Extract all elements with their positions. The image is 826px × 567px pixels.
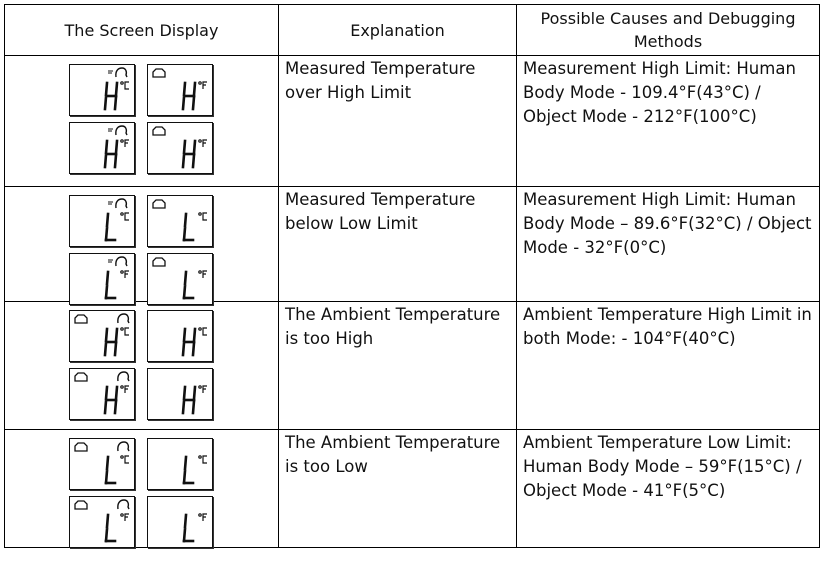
fahrenheit-unit-icon <box>199 514 207 521</box>
fahrenheit-unit-icon <box>199 271 207 278</box>
object-icon <box>75 373 87 381</box>
lcd-display <box>147 195 213 247</box>
object-icon <box>153 200 165 208</box>
segment-l-glyph <box>184 214 193 240</box>
table-row <box>5 430 820 548</box>
fahrenheit-unit-icon <box>121 140 129 147</box>
fahrenheit-unit-icon <box>121 271 129 278</box>
object-icon <box>75 501 87 509</box>
object-icon <box>75 443 87 451</box>
table-row <box>5 302 820 430</box>
fahrenheit-unit-icon <box>121 386 129 393</box>
celsius-unit-icon <box>121 213 129 220</box>
fahrenheit-unit-icon <box>199 386 207 393</box>
human-head-icon <box>116 68 127 77</box>
celsius-unit-icon <box>199 456 207 463</box>
lcd-display <box>69 253 135 305</box>
header-screen-display: The Screen Display <box>5 5 279 56</box>
lcd-display <box>147 122 213 174</box>
lcd-display <box>147 64 213 116</box>
human-head-icon <box>118 372 129 381</box>
causes-cell: Ambient Temperature Low Limit: Human Body Mode – 59°F(15°C) / Object Mode - 41°F(5°C) <box>517 430 820 548</box>
lcd-display <box>147 253 213 305</box>
object-icon <box>153 258 165 266</box>
celsius-unit-icon <box>199 328 207 335</box>
segment-h-glyph <box>105 329 117 355</box>
explanation-cell: The Ambient Temperature is too Low <box>279 430 517 548</box>
fahrenheit-unit-icon <box>199 82 207 89</box>
lcd-display <box>69 310 135 362</box>
causes-cell: Measurement High Limit: Human Body Mode – 89.6°F(32°C) / Object Mode - 32°F(0°C) <box>517 187 820 302</box>
human-head-icon <box>118 314 129 323</box>
segment-h-glyph <box>183 387 195 413</box>
human-head-icon <box>116 126 127 135</box>
human-head-icon <box>116 199 127 208</box>
segment-h-glyph <box>183 141 195 167</box>
segment-l-glyph <box>106 457 115 483</box>
segment-l-glyph <box>106 272 115 298</box>
lcd-display <box>69 368 135 420</box>
segment-l-glyph <box>106 214 115 240</box>
fahrenheit-unit-icon <box>121 514 129 521</box>
segment-h-glyph <box>105 387 117 413</box>
lcd-display <box>147 310 213 362</box>
celsius-unit-icon <box>121 82 129 89</box>
causes-cell: Measurement High Limit: Human Body Mode - 109.4°F(43°C) / Object Mode - 212°F(100°C) <box>517 56 820 187</box>
screen-display-cell <box>5 187 279 302</box>
human-head-icon <box>118 500 129 509</box>
human-head-icon <box>116 257 127 266</box>
explanation-cell: Measured Temperature over High Limit <box>279 56 517 187</box>
screen-display-cell <box>5 302 279 430</box>
celsius-unit-icon <box>199 213 207 220</box>
segment-h-glyph <box>183 83 195 109</box>
lcd-display <box>147 438 213 490</box>
table-row <box>5 187 820 302</box>
segment-h-glyph <box>105 141 117 167</box>
celsius-unit-icon <box>121 328 129 335</box>
segment-l-glyph <box>184 457 193 483</box>
causes-cell: Ambient Temperature High Limit in both Mode: - 104°F(40°C) <box>517 302 820 430</box>
lcd-display <box>69 195 135 247</box>
segment-l-glyph <box>184 515 193 541</box>
lcd-display <box>69 122 135 174</box>
table-row <box>5 56 820 187</box>
header-row <box>5 5 820 56</box>
explanation-cell: Measured Temperature below Low Limit <box>279 187 517 302</box>
lcd-display <box>69 496 135 548</box>
screen-display-cell <box>5 56 279 187</box>
header-explanation: Explanation <box>279 5 517 56</box>
error-code-table <box>4 4 820 548</box>
object-icon <box>153 127 165 135</box>
human-head-icon <box>118 442 129 451</box>
celsius-unit-icon <box>121 456 129 463</box>
segment-l-glyph <box>184 272 193 298</box>
explanation-cell: The Ambient Temperature is too High <box>279 302 517 430</box>
segment-h-glyph <box>183 329 195 355</box>
segment-l-glyph <box>106 515 115 541</box>
lcd-display <box>147 496 213 548</box>
screen-display-cell <box>5 430 279 548</box>
lcd-display <box>69 64 135 116</box>
object-icon <box>153 69 165 77</box>
object-icon <box>75 315 87 323</box>
header-causes: Possible Causes and Debugging Methods <box>517 5 820 56</box>
fahrenheit-unit-icon <box>199 140 207 147</box>
segment-h-glyph <box>105 83 117 109</box>
lcd-display <box>147 368 213 420</box>
lcd-display <box>69 438 135 490</box>
